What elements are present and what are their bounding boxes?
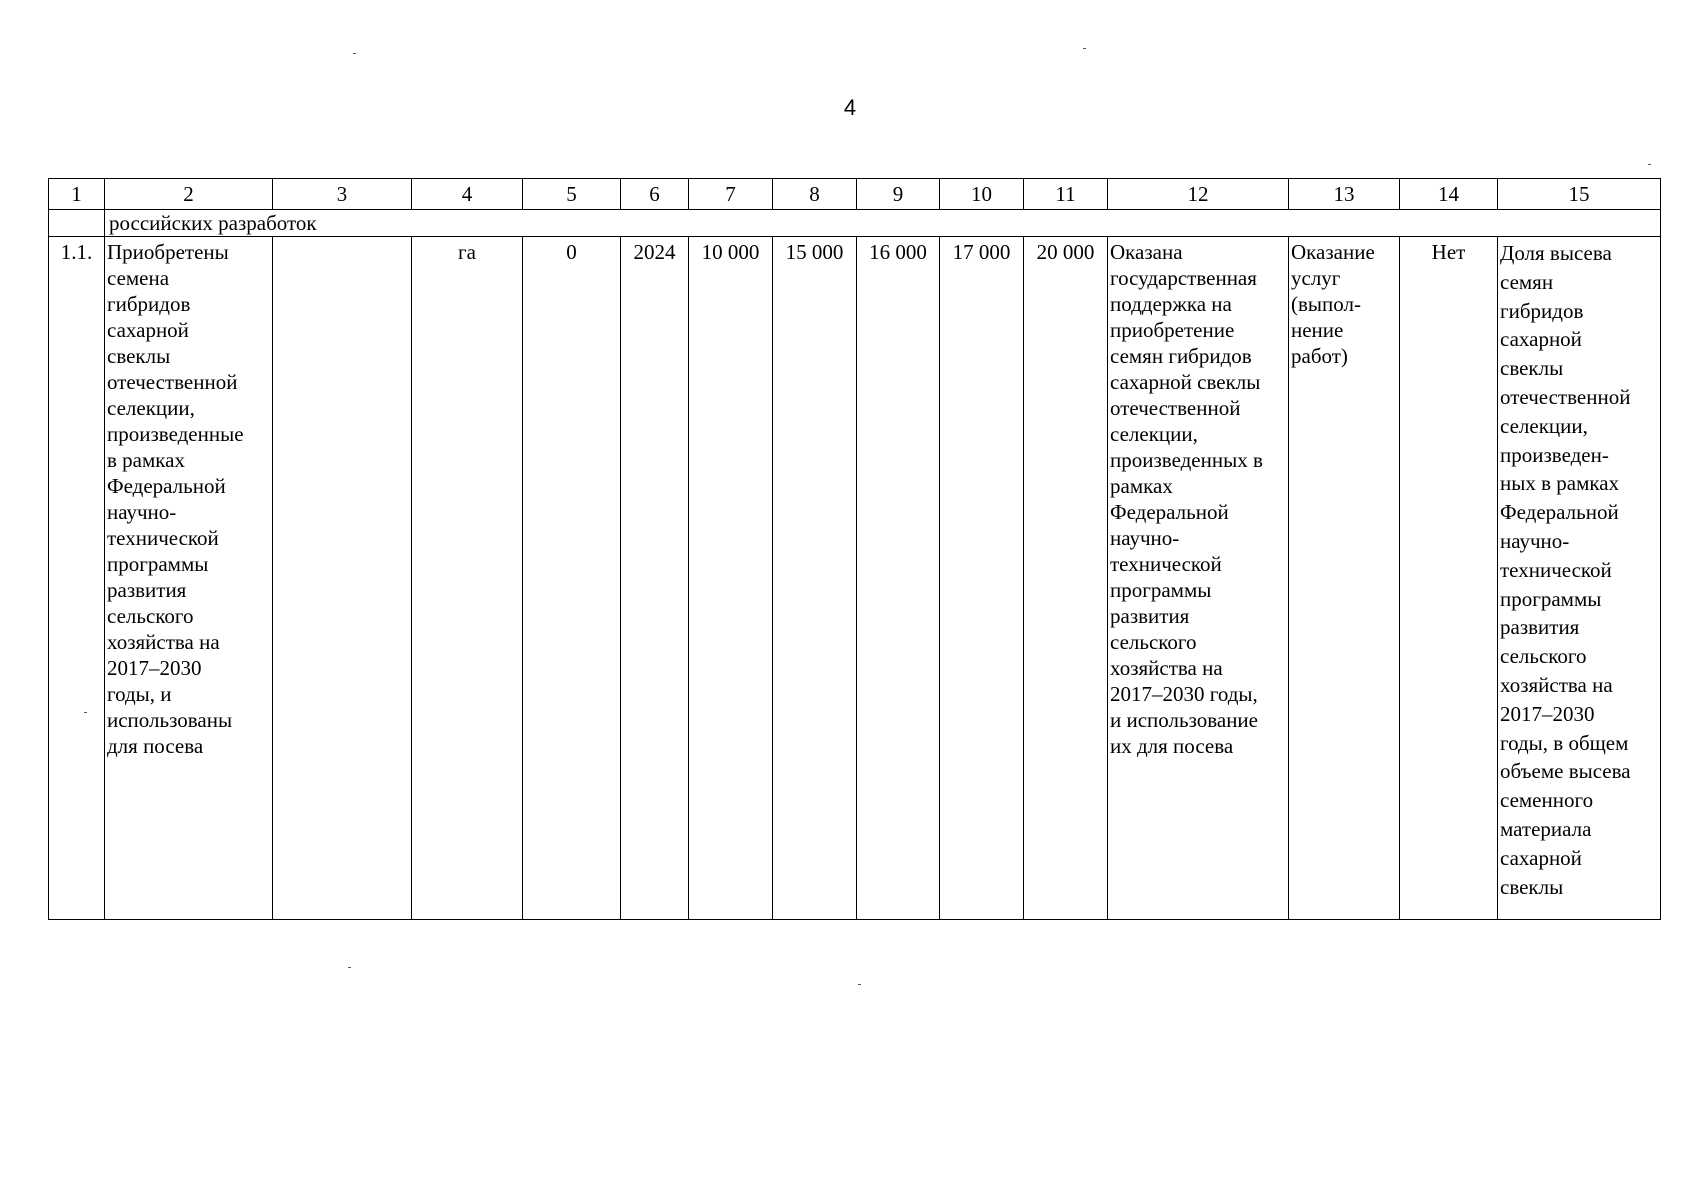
section-row xyxy=(49,210,1661,237)
column-number: 11 xyxy=(1024,179,1108,210)
result-type: Оказание услуг (выпол- нение работ) xyxy=(1289,237,1400,920)
column-number: 4 xyxy=(412,179,523,210)
column-number: 6 xyxy=(621,179,689,210)
result-name: Приобретены семена гибридов сахарной свеклы отечественной селекции, произведенные в рамках Федеральной научно- технической программы развития сельского хозяйства на 2017–2030 годы, и использованы для посева xyxy=(105,237,273,920)
column-number: 5 xyxy=(523,179,621,210)
column-number: 7 xyxy=(689,179,773,210)
empty-cell xyxy=(273,237,412,920)
page-number: 4 xyxy=(843,95,857,120)
scan-speck xyxy=(858,984,861,985)
column-number: 12 xyxy=(1108,179,1289,210)
base-year: 2024 xyxy=(621,237,689,920)
scan-speck xyxy=(353,53,356,54)
section-spacer-cell xyxy=(49,210,105,237)
column-number: 3 xyxy=(273,179,412,210)
value-col-9: 16 000 xyxy=(857,237,940,920)
row-number: 1.1. xyxy=(49,237,105,920)
unit-of-measure: га xyxy=(412,237,523,920)
column-number: 8 xyxy=(773,179,857,210)
value-col-8: 15 000 xyxy=(773,237,857,920)
column-number: 13 xyxy=(1289,179,1400,210)
base-value: 0 xyxy=(523,237,621,920)
related-indicator: Доля высева семян гибридов сахарной свеклы отечественной селекции, произведен- ных в рамках Федеральной научно- технической программы развития сельского хозяйства на 2017–2030 годы, в общем объеме высева семенного материала сахарной свеклы xyxy=(1498,237,1661,920)
value-col-7: 10 000 xyxy=(689,237,773,920)
column-number: 9 xyxy=(857,179,940,210)
column-number: 15 xyxy=(1498,179,1661,210)
scan-speck xyxy=(1648,164,1651,165)
value-col-11: 20 000 xyxy=(1024,237,1108,920)
linkage-flag: Нет xyxy=(1400,237,1498,920)
column-number-row xyxy=(49,179,1661,210)
table-row xyxy=(49,237,1661,920)
scan-speck xyxy=(84,712,87,713)
column-number: 1 xyxy=(49,179,105,210)
indicators-table xyxy=(48,178,1661,920)
value-col-10: 17 000 xyxy=(940,237,1024,920)
column-number: 10 xyxy=(940,179,1024,210)
section-title: российских разработок xyxy=(105,210,1661,237)
scan-speck xyxy=(348,967,351,968)
column-number: 14 xyxy=(1400,179,1498,210)
column-number: 2 xyxy=(105,179,273,210)
scan-speck xyxy=(1083,48,1086,49)
result-description: Оказана государственная поддержка на приобретение семян гибридов сахарной свеклы отечественной селекции, произведенных в рамках Федеральной научно- технической программы развития сельского хозяйства на 2017–2030 годы, и использование их для посева xyxy=(1108,237,1289,920)
